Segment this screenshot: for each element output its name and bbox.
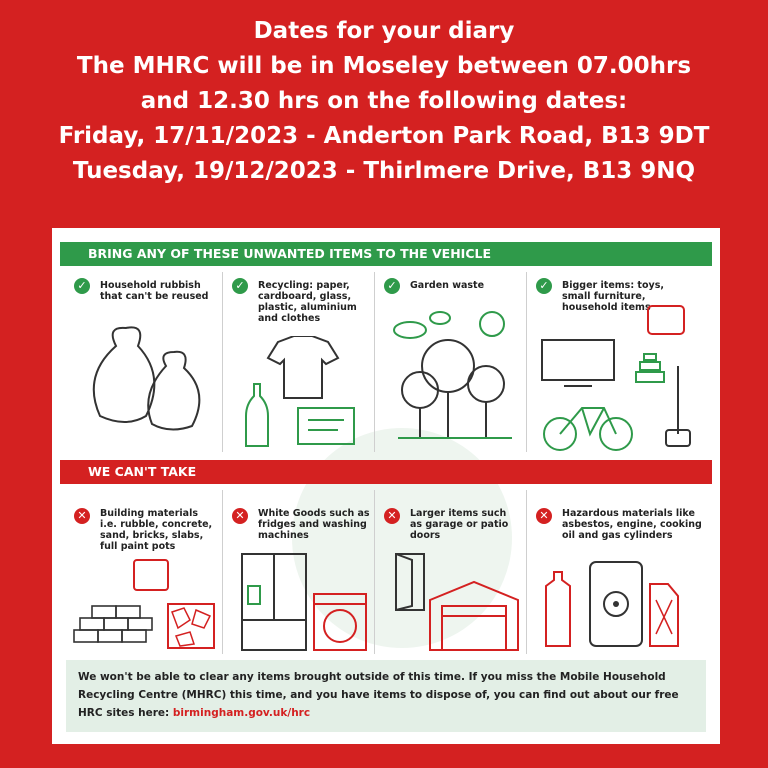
recycling-items-icon [238, 336, 368, 452]
cross-icon: ✕ [232, 508, 248, 524]
cross-icon: ✕ [384, 508, 400, 524]
trees-icon [388, 304, 518, 444]
bring-heading: BRING ANY OF THESE UNWANTED ITEMS TO THE VEHICLE [60, 242, 712, 266]
divider [374, 490, 375, 654]
cant-item-1-label: Building materials i.e. rubble, concrete, sand, bricks, slabs, full paint pots [100, 508, 213, 552]
bring-item-1-label: Household rubbish that can't be reused [100, 280, 209, 302]
hazard-drum-icon [538, 556, 710, 654]
cant-item-3-label: Larger items such as garage or patio doors [410, 508, 509, 541]
header-time-line: The MHRC will be in Moseley between 07.00hrs [76, 53, 692, 79]
footer-notice [66, 660, 706, 732]
divider [374, 272, 375, 452]
divider [222, 272, 223, 452]
header-time-line-2: and 12.30 hrs on the following dates: [140, 88, 628, 114]
date-2: Tuesday, 19/12/2023 - Thirlmere Drive, B13 9NQ [72, 158, 696, 184]
cross-icon: ✕ [536, 508, 552, 524]
rubbish-bags-icon [86, 316, 216, 436]
bricks-icon [72, 558, 222, 654]
cant-heading: WE CAN'T TAKE [60, 460, 712, 484]
bring-item-2-label: Recycling: paper, cardboard, glass, plastic, aluminium and clothes [258, 280, 357, 324]
bring-item-4-label: Bigger items: toys, small furniture, household items [562, 280, 664, 313]
footer-text: We won't be able to clear any items brought outside of this time. If you miss the Mobile Household Recycling Centre (MHRC) this time, and you have items to dispose of, you can find out about our free HRC sites here: [78, 671, 679, 719]
divider [526, 272, 527, 452]
check-icon: ✓ [74, 278, 90, 294]
hrc-link[interactable]: birmingham.gov.uk/hrc [172, 707, 311, 719]
fridge-washer-icon [238, 550, 370, 654]
bring-item-3-label: Garden waste [410, 280, 485, 291]
check-icon: ✓ [384, 278, 400, 294]
date-1: Friday, 17/11/2023 - Anderton Park Road, B13 9DT [58, 123, 710, 149]
header [0, 14, 768, 189]
check-icon: ✓ [536, 278, 552, 294]
garage-door-icon [390, 546, 524, 654]
header-title: Dates for your diary [253, 18, 515, 44]
check-icon: ✓ [232, 278, 248, 294]
cant-item-2-label: White Goods such as fridges and washing machines [258, 508, 370, 541]
divider [222, 490, 223, 654]
info-card [52, 228, 720, 744]
cant-item-4-label: Hazardous materials like asbestos, engine, cooking oil and gas cylinders [562, 508, 702, 541]
bigger-items-icon [538, 304, 708, 454]
cross-icon: ✕ [74, 508, 90, 524]
divider [526, 490, 527, 654]
